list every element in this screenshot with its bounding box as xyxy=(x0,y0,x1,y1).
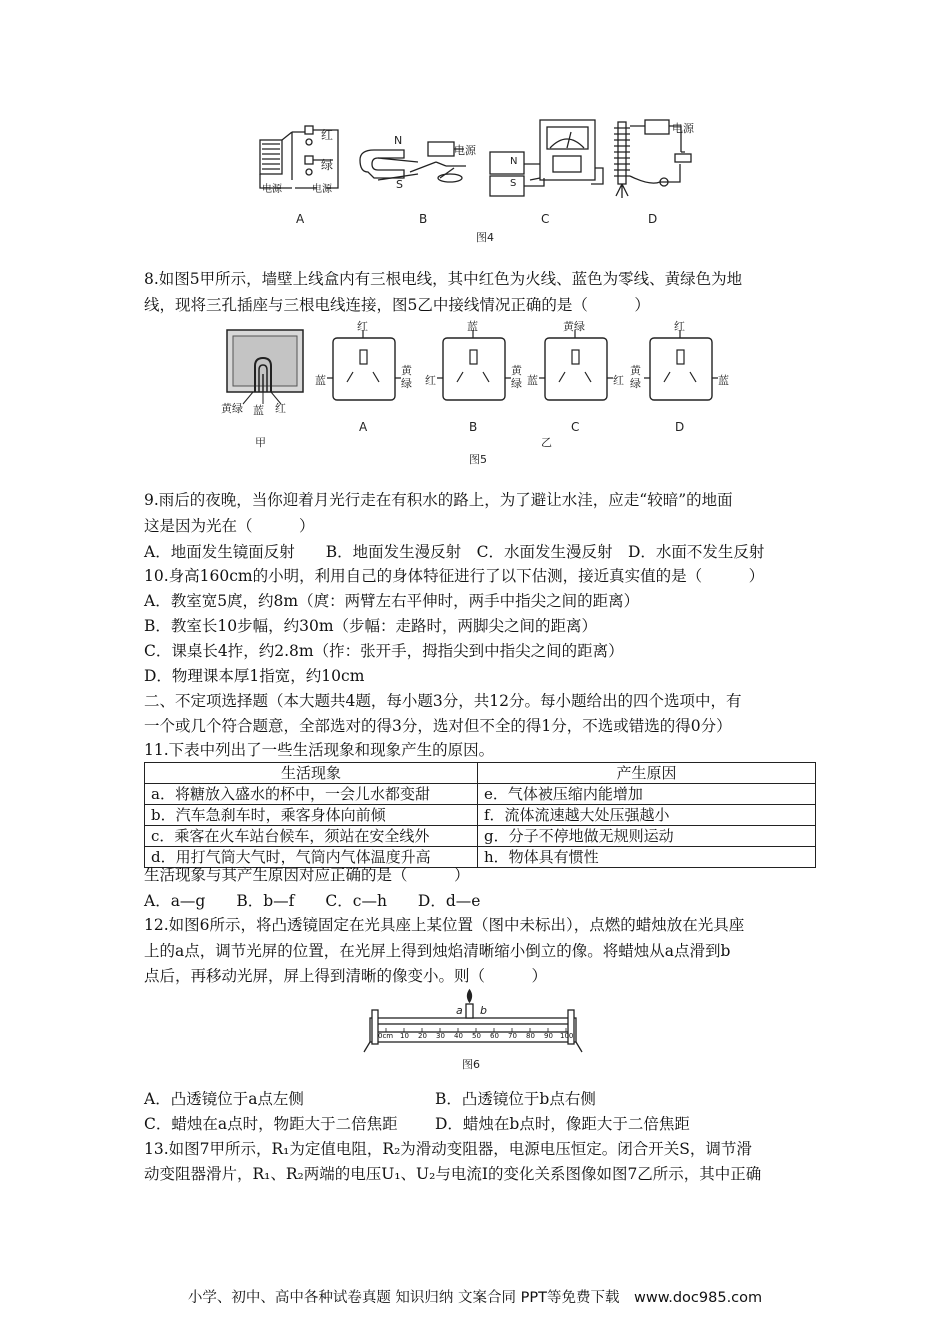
fig5-c-right: 红 xyxy=(613,374,624,387)
q12-option-d: D．蜡烛在b点时，像距大于二倍焦距 xyxy=(435,1115,690,1133)
q12-option-c: C．蜡烛在a点时，物距大于二倍焦距 xyxy=(144,1115,398,1133)
q11-after: 生活现象与其产生原因对应正确的是（ ） xyxy=(144,866,470,884)
fig4-c-label-n: N xyxy=(510,156,518,167)
q12-line-3: 点后，再移动光屏，屏上得到清晰的像变小。则（ ） xyxy=(144,967,548,985)
figure-5-drawing xyxy=(215,318,745,470)
q8-line-1: 8.如图5甲所示，墙壁上线盒内有三根电线，其中红色为火线、蓝色为零线、黄绿色为地 xyxy=(144,270,743,288)
fig4-b-label-s: S xyxy=(396,178,403,191)
table-cell: e．气体被压缩内能增加 xyxy=(478,784,816,805)
scale-label: 20 xyxy=(418,1032,427,1040)
table-cell: h．物体具有惯性 xyxy=(478,847,816,868)
q9-line-1: 9.雨后的夜晚，当你迎着月光行走在有积水的路上，为了避让水洼，应走“较暗”的地面 xyxy=(144,491,733,509)
fig5-b-top: 蓝 xyxy=(467,320,478,333)
table-cell: g．分子不停地做无规则运动 xyxy=(478,826,816,847)
q10-option-c: C．课桌长4拃，约2.8m（拃：张开手，拇指尖到中指尖之间的距离） xyxy=(144,642,624,660)
scale-label: 90 xyxy=(544,1032,553,1040)
fig5-a-right: 黄绿 xyxy=(401,364,412,390)
q11-stem: 11.下表中列出了一些生活现象和现象产生的原因。 xyxy=(144,741,495,759)
q10-option-a: A．教室宽5庹，约8m（庹：两臂左右平伸时，两手中指尖之间的距离） xyxy=(144,592,640,610)
fig5-a-top: 红 xyxy=(357,320,368,333)
table-header-cause: 产生原因 xyxy=(478,763,816,784)
table-row xyxy=(145,805,816,826)
q11-table xyxy=(144,762,816,868)
scale-label: 50 xyxy=(472,1032,481,1040)
fig5-jia: 甲 xyxy=(255,436,266,449)
fig4-letter-c: C xyxy=(541,212,550,226)
scale-label: 70 xyxy=(508,1032,517,1040)
scale-label: 60 xyxy=(490,1032,499,1040)
fig5-a-left: 蓝 xyxy=(315,374,326,387)
q13-line-2: 动变阻器滑片，R₁、R₂两端的电压U₁、U₂与电流I的变化关系图像如图7乙所示，其中正确 xyxy=(144,1165,762,1183)
fig5-letter-d: D xyxy=(675,420,685,434)
table-cell: b．汽车急刹车时，乘客身体向前倾 xyxy=(145,805,478,826)
fig4-letter-a: A xyxy=(296,212,305,226)
q10-option-d: D．物理课本厚1指宽，约10cm xyxy=(144,667,365,685)
fig5-letter-c: C xyxy=(571,420,580,434)
fig5-d-top: 红 xyxy=(674,320,685,333)
page-footer: 小学、初中、高中各种试卷真题 知识归纳 文案合同 PPT等免费下载 www.doc985.com xyxy=(187,1290,763,1306)
q12-option-a: A．凸透镜位于a点左侧 xyxy=(144,1090,304,1108)
scale-label: 0cm xyxy=(378,1032,394,1040)
figure-4 xyxy=(250,112,700,247)
fig4-c-label-s: S xyxy=(510,178,517,189)
fig4-b-label-power: 电源 xyxy=(454,144,476,157)
fig5-letter-b: B xyxy=(469,420,478,434)
q9-line-2: 这是因为光在（ ） xyxy=(144,517,315,535)
fig4-a-label-green: 绿 xyxy=(321,158,334,172)
q8-line-2: 线，现将三孔插座与三根电线连接，图5乙中接线情况正确的是（ ） xyxy=(144,296,650,314)
table-cell: a．将糖放入盛水的杯中，一会儿水都变甜 xyxy=(145,784,478,805)
section2-line-1: 二、不定项选择题（本大题共4题，每小题3分，共12分。每小题给出的四个选项中，有 xyxy=(144,692,742,710)
figure-6 xyxy=(362,988,587,1074)
fig5-d-left: 黄绿 xyxy=(630,364,641,390)
fig6-point-b: b xyxy=(480,1004,487,1017)
table-cell: d．用打气筒大气时，气筒内气体温度升高 xyxy=(145,847,478,868)
scale-label: 40 xyxy=(454,1032,463,1040)
q11-options: A．a—g B．b—f C．c—h D．d—e xyxy=(144,892,481,910)
section2-line-2: 一个或几个符合题意，全部选对的得3分，选对但不全的得1分，不选或错选的得0分） xyxy=(144,717,732,735)
fig5-jia-label-red: 红 xyxy=(275,402,286,415)
scale-label: 30 xyxy=(436,1032,445,1040)
fig4-a-label-power-1: 电源 xyxy=(262,184,282,195)
table-header-row xyxy=(145,763,816,784)
fig4-caption: 图4 xyxy=(476,231,494,244)
q10-option-b: B．教室长10步幅，约30m（步幅：走路时，两脚尖之间的距离） xyxy=(144,617,598,635)
q13-line-1: 13.如图7甲所示，R₁为定值电阻，R₂为滑动变阻器，电源电压恒定。闭合开关S，调节滑 xyxy=(144,1140,752,1158)
fig5-d-right: 蓝 xyxy=(718,374,729,387)
fig5-b-right: 黄绿 xyxy=(511,364,522,390)
scale-label: 10 xyxy=(400,1032,409,1040)
figure-5 xyxy=(215,318,745,470)
table-row xyxy=(145,826,816,847)
scale-label: 100 xyxy=(560,1032,574,1040)
q12-option-b: B．凸透镜位于b点右侧 xyxy=(435,1090,596,1108)
fig5-c-left: 蓝 xyxy=(527,374,538,387)
q10-stem: 10.身高160cm的小明，利用自己的身体特征进行了以下估测，接近真实值的是（ ） xyxy=(144,567,765,585)
q9-options: A．地面发生镜面反射 B．地面发生漫反射 C．水面发生漫反射 D．水面不发生反射 xyxy=(144,543,765,561)
fig5-caption: 图5 xyxy=(469,453,487,466)
table-cell: c．乘客在火车站台候车，须站在安全线外 xyxy=(145,826,478,847)
fig5-c-top: 黄绿 xyxy=(563,320,585,333)
fig4-a-label-power-2: 电源 xyxy=(312,184,332,195)
scale-label: 80 xyxy=(526,1032,535,1040)
fig4-letter-b: B xyxy=(419,212,428,226)
q12-line-2: 上的a点，调节光屏的位置，在光屏上得到烛焰清晰缩小倒立的像。将蜡烛从a点滑到b xyxy=(144,942,731,960)
fig4-b-label-n: N xyxy=(394,134,403,147)
fig4-letter-d: D xyxy=(648,212,658,226)
fig5-yi: 乙 xyxy=(541,436,552,449)
fig5-letter-a: A xyxy=(359,420,368,434)
fig5-b-left: 红 xyxy=(425,374,436,387)
fig5-jia-label-blue: 蓝 xyxy=(253,404,264,417)
q12-line-1: 12.如图6所示，将凸透镜固定在光具座上某位置（图中未标出），点燃的蜡烛放在光具座 xyxy=(144,916,745,934)
table-header-phenomenon: 生活现象 xyxy=(145,763,478,784)
fig6-caption: 图6 xyxy=(462,1058,480,1071)
fig4-d-label-power: 电源 xyxy=(672,122,694,135)
table-row xyxy=(145,784,816,805)
fig4-a-label-red: 红 xyxy=(321,128,334,142)
table-cell: f．流体流速越大处压强越小 xyxy=(478,805,816,826)
fig6-scale xyxy=(378,1032,574,1042)
fig6-point-a: a xyxy=(456,1004,463,1017)
fig5-jia-label-yellowgreen: 黄绿 xyxy=(221,402,243,415)
